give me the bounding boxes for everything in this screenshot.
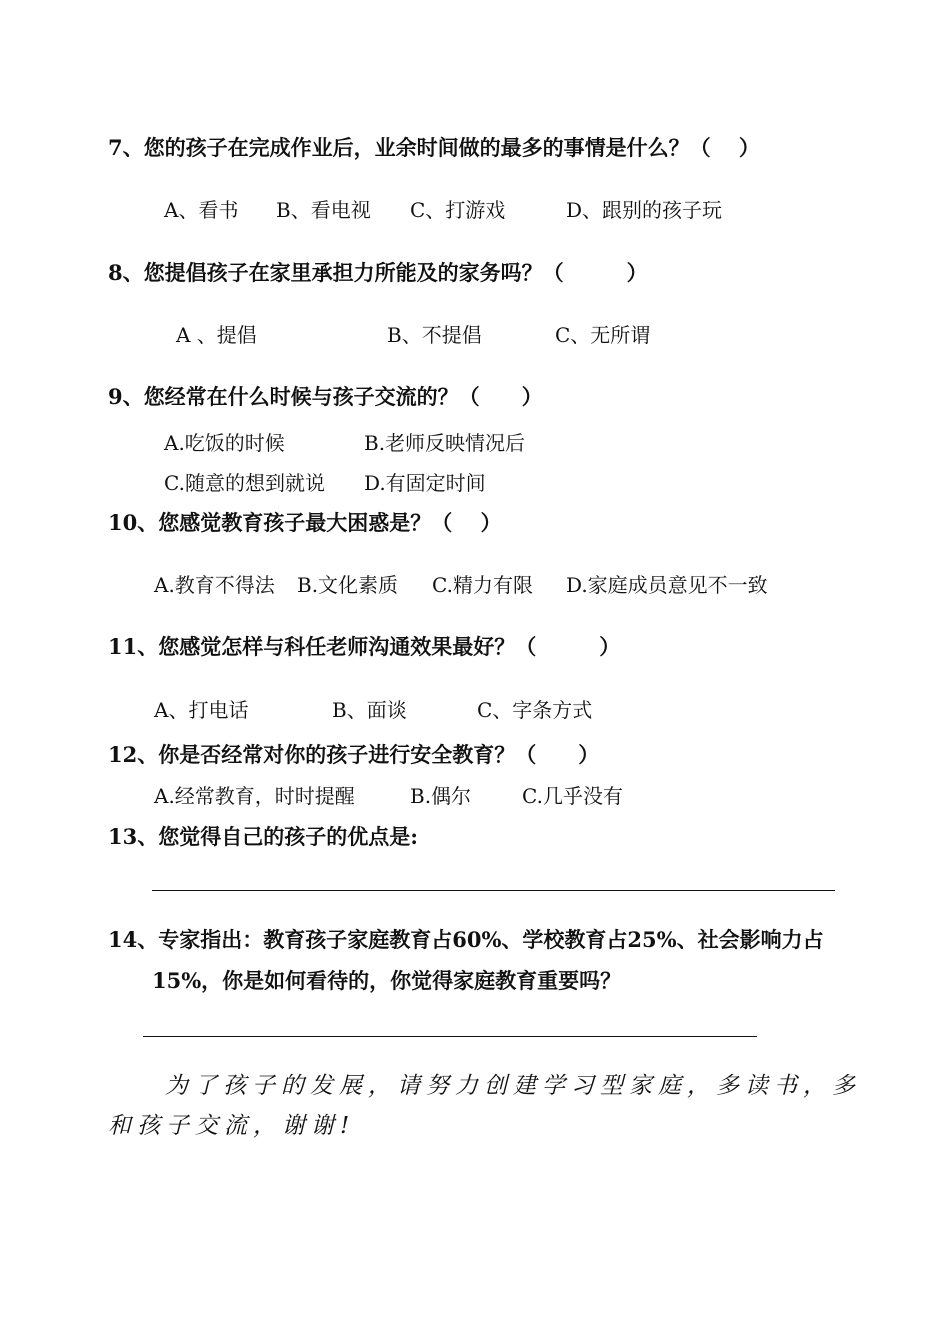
question-12-text: 12、你是否经常对你的孩子进行安全教育？（ ） (108, 742, 600, 767)
question-11-text: 11、您感觉怎样与科任老师沟通效果最好？（ ） (108, 634, 621, 659)
question-10-text: 10、您感觉教育孩子最大困惑是？（ ） (108, 510, 502, 535)
q9-option-c[interactable]: C.随意的想到就说 (164, 471, 325, 495)
q8-option-c[interactable]: C、无所谓 (555, 323, 651, 347)
q13-answer-line[interactable] (152, 890, 835, 891)
q8-option-a[interactable]: A 、提倡 (176, 323, 257, 347)
question-7-text: 7、您的孩子在完成作业后，业余时间做的最多的事情是什么？（ ） (108, 135, 760, 160)
q11-option-b[interactable]: B、面谈 (332, 698, 407, 722)
q11-option-c[interactable]: C、字条方式 (477, 698, 593, 722)
question-14-text-line1: 14、专家指出：教育孩子家庭教育占60%、学校教育占25%、社会影响力占 (108, 927, 824, 952)
q8-option-b[interactable]: B、不提倡 (387, 323, 482, 347)
q9-option-d[interactable]: D.有固定时间 (364, 471, 486, 495)
q9-option-a[interactable]: A.吃饭的时候 (164, 431, 285, 455)
q10-option-a[interactable]: A.教育不得法 (154, 573, 275, 597)
q12-option-a[interactable]: A.经常教育，时时提醒 (154, 784, 355, 808)
q10-option-c[interactable]: C.精力有限 (432, 573, 533, 597)
q7-option-a[interactable]: A、看书 (164, 198, 239, 222)
q12-option-b[interactable]: B.偶尔 (410, 784, 472, 808)
q7-option-d[interactable]: D、跟别的孩子玩 (566, 198, 723, 222)
q14-answer-line[interactable] (143, 1036, 757, 1037)
q12-option-c[interactable]: C.几乎没有 (522, 784, 623, 808)
q9-option-b[interactable]: B.老师反映情况后 (364, 431, 526, 455)
q7-option-c[interactable]: C、打游戏 (410, 198, 506, 222)
question-13-text: 13、您觉得自己的孩子的优点是: (108, 824, 418, 849)
closing-remark-line2: 和孩子交流，谢谢! (108, 1113, 356, 1139)
q10-option-d[interactable]: D.家庭成员意见不一致 (566, 573, 768, 597)
q10-option-b[interactable]: B.文化素质 (297, 573, 399, 597)
q11-option-a[interactable]: A、打电话 (154, 698, 249, 722)
question-14-text-line2: 15%，你是如何看待的，你觉得家庭教育重要吗？ (152, 968, 622, 993)
q7-option-b[interactable]: B、看电视 (276, 198, 371, 222)
closing-remark-line1: 为了孩子的发展，请努力创建学习型家庭，多读书，多 (165, 1073, 861, 1099)
question-8-text: 8、您提倡孩子在家里承担力所能及的家务吗？（ ） (108, 260, 648, 285)
question-9-text: 9、您经常在什么时候与孩子交流的？（ ） (108, 384, 543, 409)
